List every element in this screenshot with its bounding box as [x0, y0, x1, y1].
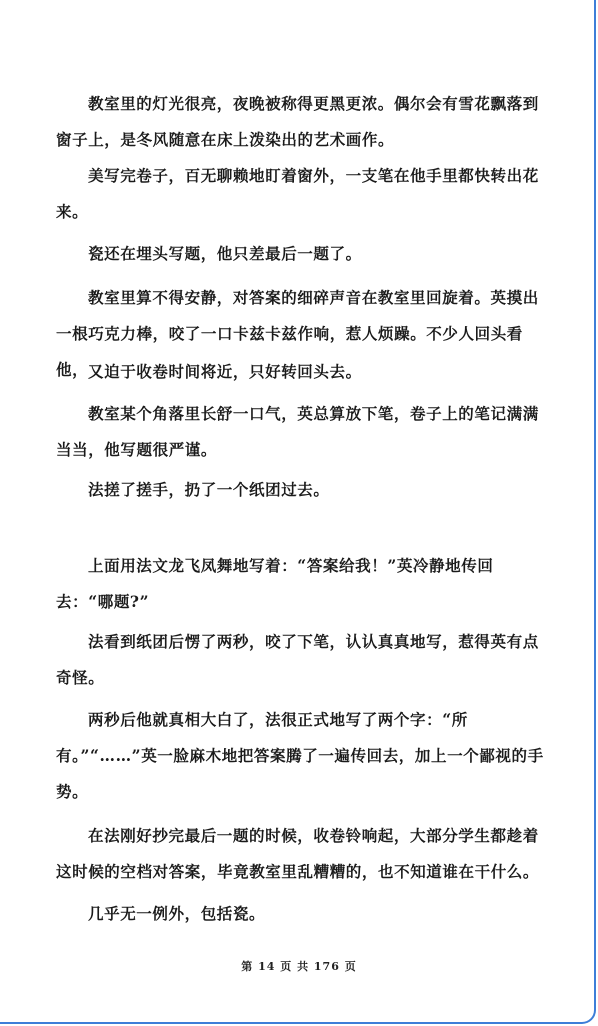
paragraph-4: 教室里算不得安静，对答案的细碎声音在教室里回旋着。英摸出一根巧克力棒，咬了一口卡兹卡兹作响，惹人烦躁。不少人回头看他， — [56, 288, 539, 379]
paragraph-5: 又迫于收卷时间将近，只好转回头去。 — [88, 362, 362, 381]
paragraph-1: 教室里的灯光很亮，夜晚被称得更黑更浓。偶尔会有雪花飘落到窗子上，是冬风随意在床上泼染出的艺术画作。 — [56, 94, 539, 149]
paragraph-3: 瓷还在埋头写题，他只差最后一题了。 — [88, 244, 362, 263]
paragraph-11: 在法刚好抄完最后一题的时候，收卷铃响起，大部分学生都趁着这时候的空档对答案，毕竟教室里乱糟糟的，也不知道谁在干什么。 — [56, 826, 540, 881]
paragraph-12: 几乎无一例外，包括瓷。 — [88, 904, 266, 923]
paragraph-7: 法搓了搓手，扔了一个纸团过去。 — [88, 480, 330, 499]
paragraph-8: 上面用法文龙飞凤舞地写着：“答案给我！”英冷静地传回去：“哪题?” — [56, 556, 494, 611]
page-number-footer: 第 14 页 共 176 页 — [241, 960, 357, 973]
paragraph-10: 两秒后他就真相大白了，法很正式地写了两个字：“所有。”“……”英一脸麻木地把答案腾了一遍传回去，加上一个鄙视的手势。 — [56, 710, 544, 801]
paragraph-6: 教室某个角落里长舒一口气，英总算放下笔，卷子上的笔记满满当当，他写题很严谨。 — [56, 404, 539, 459]
paragraph-9: 法看到纸团后愣了两秒，咬了下笔，认认真真地写，惹得英有点奇怪。 — [56, 632, 539, 687]
paragraph-2: 美写完卷子，百无聊赖地盯着窗外，一支笔在他手里都快转出花来。 — [56, 166, 539, 221]
